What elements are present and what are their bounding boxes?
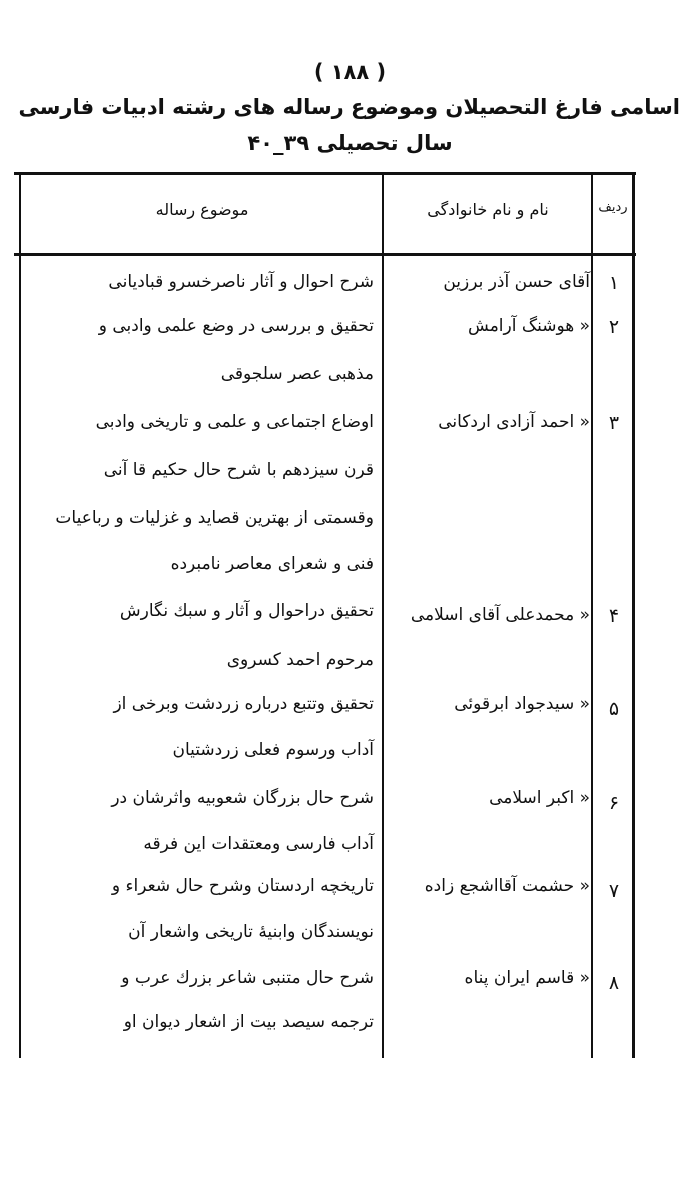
student-name: « احمد آزادی اردکانی	[438, 412, 590, 432]
student-name: « قاسم ایران پناه	[464, 968, 590, 988]
student-name: « سیدجواد ابرقوئی	[454, 694, 590, 714]
table-header-rule	[14, 253, 636, 256]
column-divider-topic	[382, 172, 384, 1058]
thesis-topic-line: تحقیق و بررسی در وضع علمی وادبی و	[98, 316, 374, 336]
row-number: ۱	[608, 272, 620, 294]
thesis-topic-line: تحقیق دراحوال و آثار و سبك نگارش	[119, 601, 374, 621]
student-name: « اکبر اسلامی	[489, 788, 590, 808]
column-header-row-no: ردیف	[598, 200, 628, 215]
thesis-topic-line: تاریخچه اردستان وشرح حال شعراء و	[111, 876, 374, 896]
table-left-border	[19, 172, 21, 1058]
student-name: « هوشنگ آرامش	[468, 316, 590, 336]
row-number: ۵	[608, 698, 620, 720]
student-name: « حشمت آقااشجع زاده	[424, 876, 590, 896]
thesis-topic-line: ترجمه سیصد بیت از اشعار دیوان او	[123, 1012, 374, 1032]
thesis-topic-line: وقسمتی از بهترین قصاید و غزلیات و رباعیات	[55, 508, 374, 528]
page-subtitle: سال تحصیلی ۳۹_۴۰	[247, 131, 453, 155]
thesis-topic-line: تحقیق وتتبع درباره زردشت وبرخی از	[113, 694, 374, 714]
thesis-topic-line: شرح احوال و آثار ناصرخسرو قبادیانی	[108, 272, 374, 292]
row-number: ۳	[608, 412, 620, 434]
page-number: ( ۱۸۸ )	[313, 60, 387, 84]
row-number: ۴	[608, 605, 620, 627]
row-number: ۶	[608, 792, 620, 814]
thesis-topic-line: قرن سیزدهم با شرح حال حکیم قا آنی	[103, 460, 374, 480]
row-number: ۷	[608, 880, 620, 902]
student-name: « محمدعلی آقای اسلامی	[410, 605, 590, 625]
row-number: ۲	[608, 316, 620, 338]
table-top-rule	[14, 172, 636, 175]
thesis-topic-line: مذهبی عصر سلجوقی	[220, 364, 374, 384]
row-number: ۸	[608, 972, 620, 994]
thesis-topic-line: فنی و شعرای معاصر نامبرده	[170, 554, 374, 574]
thesis-topic-line: اوضاع اجتماعی و علمی و تاریخی وادبی	[95, 412, 374, 432]
thesis-topic-line: شرح حال بزرگان شعوبیه واثرشان در	[111, 788, 374, 808]
column-header-topic: موضوع رساله	[155, 200, 249, 219]
page-title: اسامی فارغ التحصیلان وموضوع رساله های رشته ادبیات فارسی	[18, 95, 680, 119]
student-name: آقای حسن آذر برزین	[443, 272, 590, 292]
thesis-topic-line: آداب ورسوم فعلی زردشتیان	[172, 740, 374, 760]
thesis-topic-line: مرحوم احمد کسروی	[226, 650, 374, 670]
thesis-topic-line: آداب فارسی ومعتقدات این فرقه	[143, 834, 374, 854]
column-header-name: نام و نام خانوادگی	[427, 200, 549, 219]
thesis-topic-line: شرح حال متنبی شاعر بزرك عرب و	[121, 968, 374, 988]
column-divider-name	[591, 172, 593, 1058]
thesis-topic-line: نویسندگان وابنیهٔ تاریخی واشعار آن	[128, 922, 374, 942]
